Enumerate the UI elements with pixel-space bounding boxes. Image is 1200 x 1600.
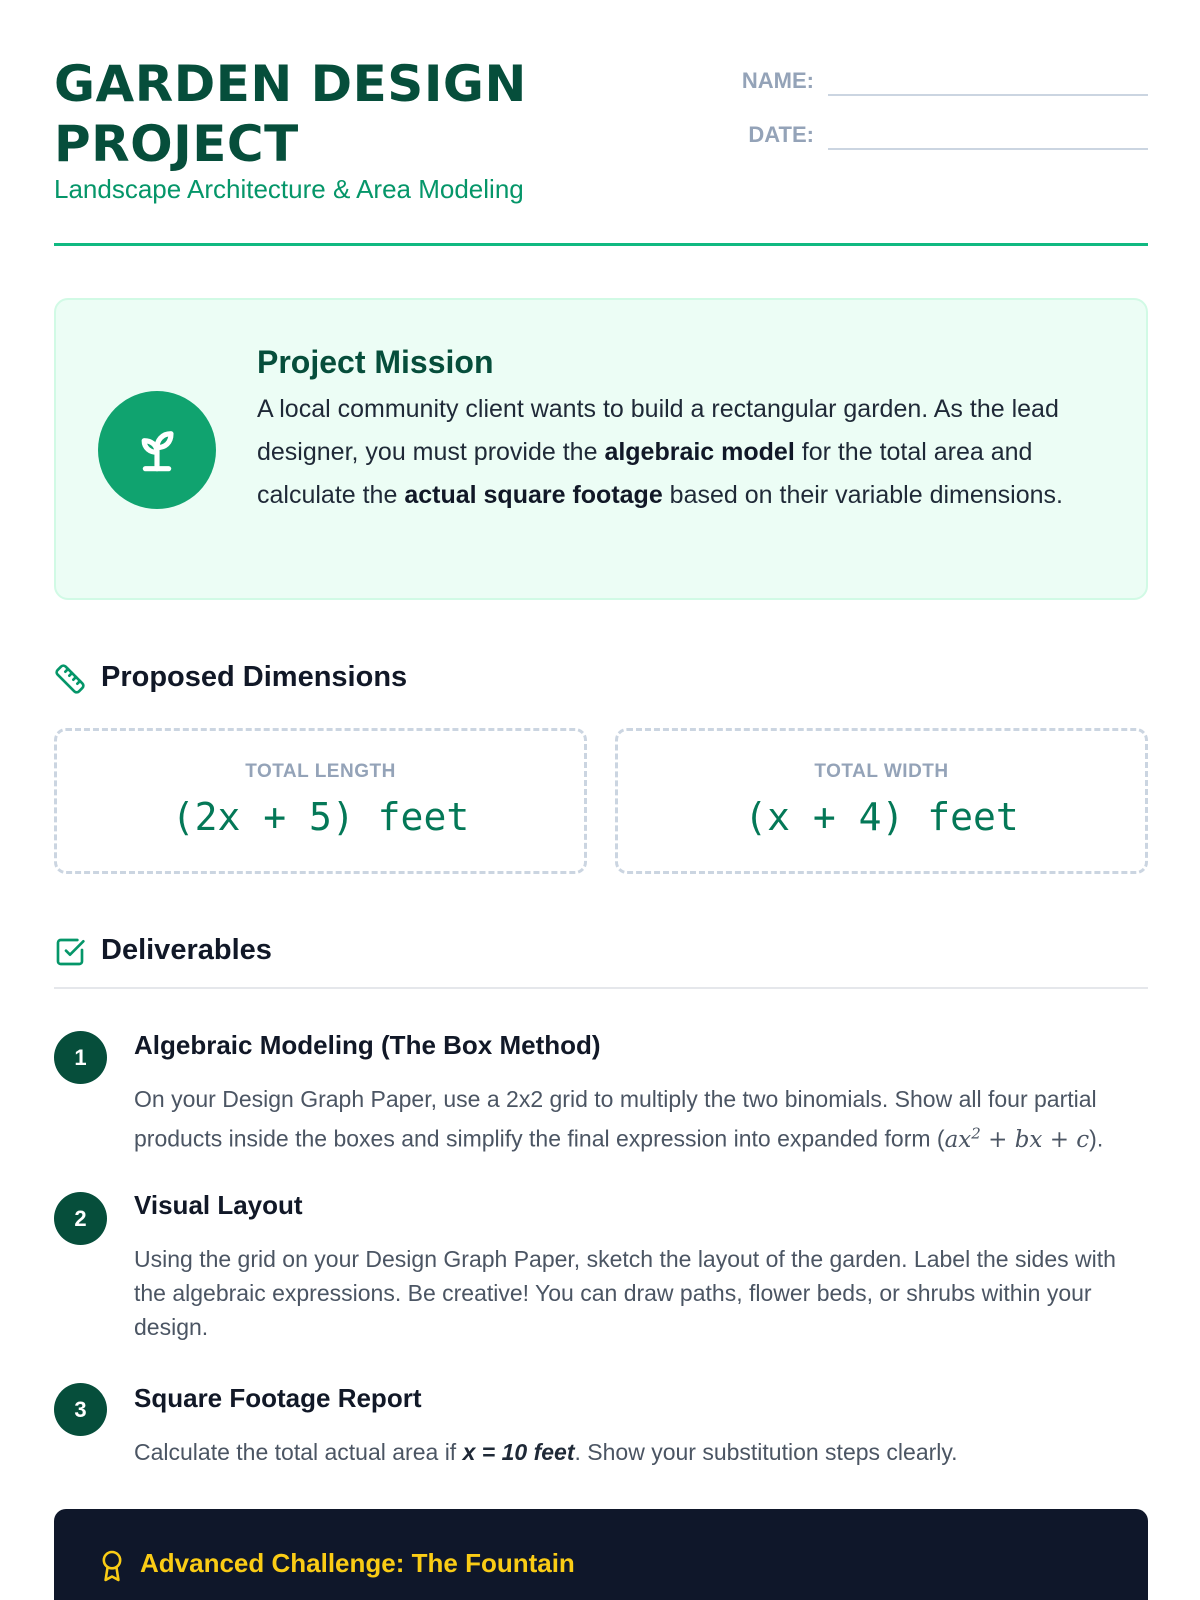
name-field[interactable] bbox=[728, 58, 1148, 98]
challenge-title: Advanced Challenge: The Fountain bbox=[140, 1548, 575, 1578]
width-card bbox=[615, 728, 1148, 874]
worksheet-page bbox=[54, 0, 1148, 1600]
sprout-icon bbox=[98, 391, 216, 509]
mission-text: A local community client wants to build a rectangular garden. As the lead designer, you must provide the algebraic model for the total area and calculate the actual square footage based on their variable dimensions. bbox=[257, 395, 1063, 509]
date-label: DATE: bbox=[748, 122, 814, 147]
expanded-form-formula: $ax^2$ + bx + c bbox=[944, 1124, 1090, 1153]
mission-title: Project Mission bbox=[257, 344, 494, 380]
page-subtitle: Landscape Architecture & Area Modeling bbox=[54, 174, 524, 204]
length-card bbox=[54, 728, 587, 874]
page-title: GARDEN DESIGN PROJECT bbox=[54, 55, 527, 173]
deliverables-heading bbox=[54, 932, 1148, 972]
name-label: NAME: bbox=[741, 68, 814, 93]
section-divider bbox=[54, 987, 1148, 989]
header bbox=[54, 50, 1148, 246]
step-title: Square Footage Report bbox=[134, 1383, 422, 1413]
length-value: (2x + 5) feet bbox=[171, 795, 470, 839]
award-icon bbox=[98, 1549, 126, 1583]
step-number-badge: 1 bbox=[54, 1031, 107, 1084]
date-field[interactable] bbox=[728, 112, 1148, 152]
checkbox-icon bbox=[54, 936, 86, 968]
date-input-line[interactable] bbox=[828, 148, 1148, 150]
step-title: Algebraic Modeling (The Box Method) bbox=[134, 1030, 601, 1060]
dimensions-heading-label: Proposed Dimensions bbox=[101, 661, 408, 693]
algebraic-model-emphasis: algebraic model bbox=[604, 438, 795, 466]
step-description: Using the grid on your Design Graph Paper, sketch the layout of the garden. Label the sides with the algebraic expressions. Be creative! You can draw paths, flower beds, or shrubs within your design. bbox=[134, 1246, 1116, 1340]
step-title: Visual Layout bbox=[134, 1190, 303, 1220]
x-value-emphasis: x = 10 feet bbox=[462, 1439, 575, 1465]
width-value: (x + 4) feet bbox=[744, 795, 1019, 839]
name-input-line[interactable] bbox=[828, 94, 1148, 96]
square-footage-emphasis: actual square footage bbox=[404, 481, 663, 509]
mission-card bbox=[54, 298, 1148, 600]
dimensions-heading bbox=[54, 659, 1148, 699]
step-description: On your Design Graph Paper, use a 2x2 grid to multiply the two binomials. Show all four partial products inside the boxes and simplify the final expression into expanded form ($ax^2$ + bx + c). bbox=[134, 1086, 1104, 1153]
deliverables-heading-label: Deliverables bbox=[101, 934, 272, 966]
length-label: TOTAL LENGTH bbox=[245, 761, 396, 782]
step-number-badge: 3 bbox=[54, 1383, 107, 1436]
step-number-badge: 2 bbox=[54, 1192, 107, 1245]
width-label: TOTAL WIDTH bbox=[814, 761, 949, 782]
challenge-card bbox=[54, 1509, 1148, 1600]
step-description: Calculate the total actual area if x = 10 feet. Show your substitution steps clearly. bbox=[134, 1439, 958, 1465]
ruler-icon bbox=[54, 663, 86, 695]
